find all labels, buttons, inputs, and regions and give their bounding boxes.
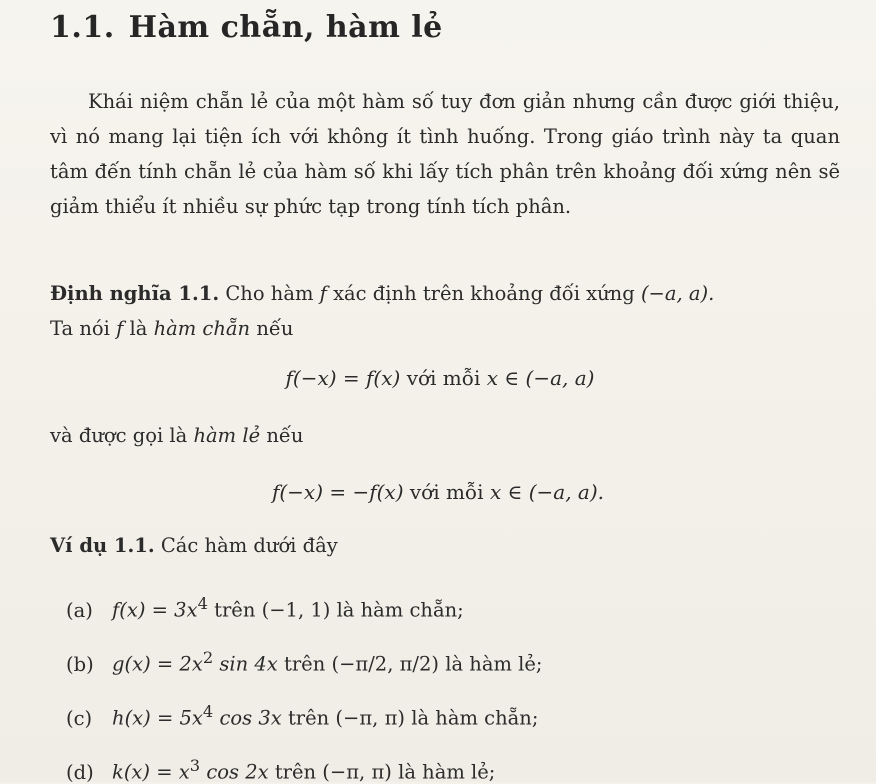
odd-function-intro (50, 424, 303, 447)
section-number: 1.1. (50, 10, 115, 45)
item-on-word: trên (284, 652, 326, 676)
definition-interval: (−a, a). (640, 282, 715, 305)
odd-formula-word: với mỗi (409, 480, 484, 504)
odd-formula-lhs: f(−x) = −f(x) (271, 480, 404, 504)
odd-function-term: hàm lẻ (193, 424, 261, 447)
item-on-word: trên (287, 706, 330, 730)
definition-text-5: nếu (256, 317, 294, 340)
definition-text-2: xác định trên khoảng đối xứng (333, 282, 635, 305)
even-function-term: hàm chẵn (153, 317, 251, 340)
item-expression-rest: cos 3x (213, 706, 282, 730)
item-expression: (x) = 2x (124, 652, 203, 676)
item-tag: (c) (66, 706, 93, 730)
item-interval: (−π/2, π/2) (331, 652, 440, 676)
example-item (66, 648, 543, 676)
item-tag: (a) (66, 598, 93, 622)
definition-text-4: là (129, 317, 148, 340)
item-function-name: k (112, 760, 124, 784)
odd-intro-suffix: nếu (266, 424, 304, 447)
even-formula-lhs: f(−x) = f(x) (285, 366, 401, 390)
definition-paragraph (50, 276, 840, 346)
example-item (66, 756, 495, 784)
odd-intro-text: và được gọi là (50, 424, 188, 447)
definition-var-f: f (319, 282, 327, 305)
item-interval: (−π, π) (335, 706, 406, 730)
intro-paragraph: Khái niệm chẵn lẻ của một hàm số tuy đơn giản nhưng cần được giới thiệu, vì nó mang lại tiện ích với không ít tình huống. Trong giáo trình này ta quan tâm đến tính chẵn lẻ của hàm số khi lấy tích phân trên khoảng đối xứng nên sẽ giảm thiểu ít nhiều sự phức tạp trong tính tích phân. (50, 90, 840, 218)
item-verdict: là hàm lẻ; (445, 652, 543, 676)
definition-var-f-2: f (116, 317, 124, 340)
item-interval: (−1, 1) (261, 598, 331, 622)
definition-text-3: Ta nói (50, 317, 110, 340)
item-expression-rest: cos 2x (200, 760, 269, 784)
example-item (66, 702, 538, 730)
example-heading (50, 534, 338, 557)
item-expression: (x) = 3x (119, 598, 198, 622)
item-tag: (b) (66, 652, 94, 676)
even-formula-word: với mỗi (406, 366, 481, 390)
item-function-name: h (112, 706, 125, 730)
definition-text-1: Cho hàm (225, 282, 314, 305)
item-interval: (−π, π) (322, 760, 392, 784)
definition-label: Định nghĩa 1.1. (50, 282, 220, 305)
item-verdict: là hàm lẻ; (398, 760, 496, 784)
section-title-text: Hàm chẵn, hàm lẻ (128, 10, 443, 45)
item-tag: (d) (66, 760, 94, 784)
item-verdict: là hàm chẵn; (411, 706, 539, 730)
item-power: 4 (197, 594, 208, 613)
even-formula-rhs: x ∈ (−a, a) (486, 366, 595, 390)
item-expression-rest: sin 4x (213, 652, 278, 676)
example-intro: Các hàm dưới đây (160, 534, 338, 557)
item-expression: (x) = 5x (124, 706, 203, 730)
item-power: 2 (202, 648, 214, 667)
item-power: 4 (202, 702, 214, 721)
example-item (66, 594, 464, 622)
even-function-formula (0, 366, 876, 390)
item-verdict: là hàm chẵn; (336, 598, 464, 622)
odd-formula-rhs: x ∈ (−a, a). (489, 480, 605, 504)
section-title (50, 10, 443, 45)
item-on-word: trên (214, 598, 256, 622)
item-expression: (x) = x (123, 760, 190, 784)
item-function-name: f (112, 598, 120, 622)
item-on-word: trên (274, 760, 317, 784)
item-function-name: g (112, 652, 125, 676)
odd-function-formula (0, 480, 876, 504)
item-power: 3 (189, 756, 201, 775)
example-label: Ví dụ 1.1. (50, 534, 155, 557)
